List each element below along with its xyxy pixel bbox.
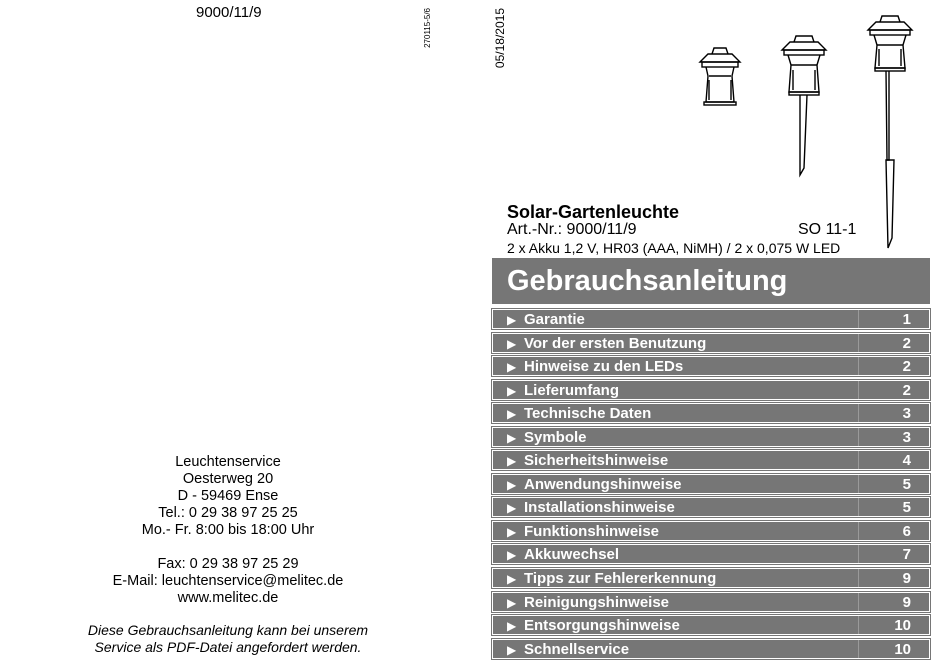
service-city: D - 59469 Ense — [177, 488, 279, 504]
play-triangle-icon: ▶ — [507, 407, 517, 422]
lamp-medium-roof — [782, 42, 826, 50]
service-hours: Mo.- Fr. 8:00 bis 18:00 Uhr — [141, 522, 315, 538]
toc-row[interactable] — [492, 639, 930, 659]
play-triangle-icon: ▶ — [507, 595, 517, 610]
play-triangle-icon: ▶ — [507, 360, 517, 375]
toc-row[interactable] — [492, 521, 930, 541]
manual-title: Gebrauchsanleitung — [507, 265, 788, 297]
toc-page-number: 5 — [902, 499, 911, 517]
toc-label: Symbole — [524, 428, 587, 446]
toc-label: Entsorgungshinweise — [524, 617, 680, 635]
product-art-number: Art.-Nr.: 9000/11/9 — [507, 221, 637, 238]
toc-label: Lieferumfang — [524, 381, 620, 399]
toc-divider — [858, 593, 859, 611]
play-triangle-icon: ▶ — [507, 619, 517, 634]
spacer — [58, 539, 398, 556]
toc-row[interactable] — [492, 615, 930, 635]
play-triangle-icon: ▶ — [507, 313, 517, 327]
toc-row[interactable] — [492, 380, 930, 400]
service-fax: Fax: 0 29 38 97 25 29 — [157, 556, 299, 572]
toc-page-number: 10 — [894, 617, 911, 635]
toc-page-number: 2 — [902, 381, 911, 399]
play-triangle-icon: ▶ — [507, 430, 517, 445]
service-name: Leuchtenservice — [175, 454, 281, 470]
toc-row[interactable] — [492, 592, 930, 612]
toc-page-number: 5 — [902, 475, 911, 493]
garden-lamps-illustration — [690, 10, 930, 250]
toc-row[interactable] — [492, 568, 930, 588]
toc-divider — [858, 522, 859, 540]
play-triangle-icon: ▶ — [507, 524, 517, 539]
play-triangle-icon: ▶ — [507, 383, 517, 398]
pdf-note-line1: Diese Gebrauchsanleitung kann bei unserem — [87, 622, 369, 638]
lamp-small-body — [706, 67, 734, 102]
header-art-number: 9000/11/9 — [196, 4, 262, 21]
lamp-medium-rim — [784, 50, 824, 55]
toc-divider — [858, 640, 859, 658]
toc-page-number: 1 — [902, 311, 911, 328]
toc-divider — [858, 569, 859, 587]
lamp-small-roof — [700, 54, 740, 62]
toc-row[interactable] — [492, 544, 930, 564]
service-address — [58, 454, 398, 607]
toc-page-number: 6 — [902, 522, 911, 540]
toc-page-number: 2 — [902, 334, 911, 352]
toc-page-number: 3 — [902, 405, 911, 423]
toc-label: Schnellservice — [524, 640, 630, 658]
toc-page-number: 9 — [902, 570, 911, 588]
lamp-small-rim — [702, 62, 738, 67]
lamp-large-stake — [886, 160, 894, 248]
toc-divider — [858, 545, 859, 563]
toc-row[interactable] — [492, 333, 930, 353]
service-email: E-Mail: leuchtenservice@melitec.de — [112, 573, 344, 589]
toc-label: Anwendungshinweise — [524, 475, 682, 493]
toc-label: Garantie — [524, 311, 585, 328]
lamp-medium-base — [789, 92, 819, 95]
toc-label: Hinweise zu den LEDs — [524, 358, 684, 376]
toc-page-number: 9 — [902, 593, 911, 611]
toc-divider — [858, 310, 859, 328]
toc-page-number: 2 — [902, 358, 911, 376]
toc-divider — [858, 498, 859, 516]
play-triangle-icon: ▶ — [507, 572, 517, 587]
print-code: 270115-5/6 — [423, 8, 432, 48]
toc-label: Installationshinweise — [524, 499, 675, 517]
toc-divider — [858, 428, 859, 446]
toc-page-number: 7 — [902, 546, 911, 564]
table-of-contents — [492, 309, 930, 662]
toc-page-number: 10 — [894, 640, 911, 658]
lamp-medium-stake — [800, 95, 807, 175]
service-street: Oesterweg 20 — [182, 471, 274, 487]
lamp-large-base — [875, 68, 905, 71]
toc-divider — [858, 357, 859, 375]
toc-divider — [858, 381, 859, 399]
toc-label: Sicherheitshinweise — [524, 452, 669, 470]
service-tel: Tel.: 0 29 38 97 25 25 — [158, 505, 298, 521]
toc-label: Funktionshinweise — [524, 522, 660, 540]
play-triangle-icon: ▶ — [507, 501, 517, 516]
toc-divider — [858, 404, 859, 422]
lamp-large-pole — [886, 71, 889, 160]
lamp-large-rim — [870, 30, 910, 35]
play-triangle-icon: ▶ — [507, 336, 517, 351]
service-web: www.melitec.de — [177, 590, 279, 606]
lamp-small-base — [704, 102, 736, 105]
toc-page-number: 4 — [902, 452, 911, 470]
play-triangle-icon: ▶ — [507, 477, 517, 492]
toc-label: Vor der ersten Benutzung — [524, 334, 707, 352]
product-spec: 2 x Akku 1,2 V, HR03 (AAA, NiMH) / 2 x 0,075 W LED — [507, 240, 841, 256]
play-triangle-icon: ▶ — [507, 642, 517, 657]
toc-row[interactable] — [492, 497, 930, 517]
toc-divider — [858, 451, 859, 469]
toc-row[interactable] — [492, 309, 930, 329]
toc-divider — [858, 616, 859, 634]
toc-row[interactable] — [492, 427, 930, 447]
play-triangle-icon: ▶ — [507, 548, 517, 563]
play-triangle-icon: ▶ — [507, 454, 517, 469]
toc-divider — [858, 334, 859, 352]
product-title: Solar-Gartenleuchte — [507, 202, 680, 222]
product-model: SO 11-1 — [798, 221, 857, 238]
toc-label: Reinigungshinweise — [524, 593, 670, 611]
toc-row[interactable] — [492, 403, 930, 423]
toc-row[interactable] — [492, 450, 930, 470]
pdf-note-line2: Service als PDF-Datei angefordert werden. — [94, 639, 362, 655]
toc-label: Tipps zur Fehlererkennung — [524, 570, 717, 588]
lamp-small-cap — [712, 48, 728, 54]
print-date: 05/18/2015 — [493, 8, 507, 69]
toc-row[interactable] — [492, 474, 930, 494]
toc-label: Technische Daten — [524, 405, 652, 423]
manual-title-bar — [492, 258, 930, 304]
lamp-large-roof — [868, 22, 912, 30]
toc-page-number: 3 — [902, 428, 911, 446]
toc-row[interactable] — [492, 356, 930, 376]
toc-label: Akkuwechsel — [524, 546, 620, 564]
toc-divider — [858, 475, 859, 493]
pdf-note — [58, 622, 398, 656]
